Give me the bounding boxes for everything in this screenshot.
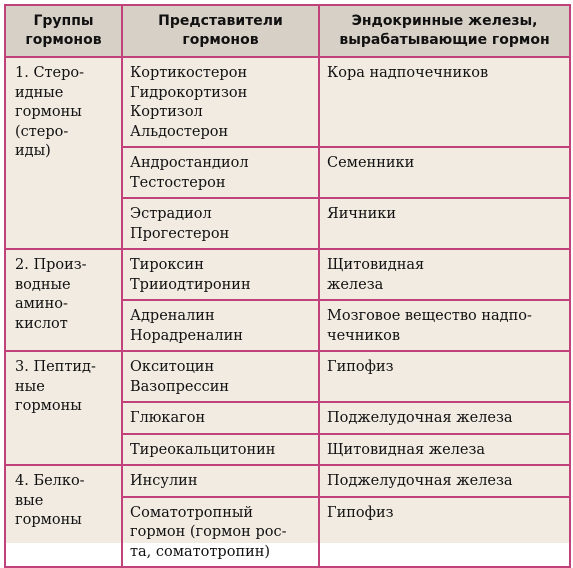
group-cell-steroids: 1. Стеро- идные гормоны (стеро- иды) [5,57,122,249]
gland-cell: Щитовидная железа [319,434,570,466]
hormones-cell: Инсулин [122,465,319,497]
hormones-cell: Кортикостерон Гидрокортизон Кортизол Альдостерон [122,57,319,147]
gland-cell: Поджелудочная железа [319,402,570,434]
hormones-cell: Эстрадиол Прогестерон [122,198,319,249]
hormones-cell: Тиреокальцитонин [122,434,319,466]
hormones-table [4,4,571,568]
gland-cell: Кора надпочечников [319,57,570,147]
gland-cell: Щитовидная железа [319,249,570,300]
header-endocrine-glands-text: Эндокринные железы, вырабатывающие гормон [339,13,550,48]
hormones-cell: Адреналин Норадреналин [122,300,319,351]
header-hormone-groups [5,5,122,57]
gland-cell: Гипофиз [319,351,570,402]
table-row [5,351,570,402]
hormones-cell: Андростандиол Тестостерон [122,147,319,198]
table-row [5,57,570,147]
header-hormone-representatives-text: Представители гормонов [158,13,283,48]
header-endocrine-glands [319,5,570,57]
hormones-cell: Тироксин Трииодтиронин [122,249,319,300]
header-hormone-groups-text: Группы гормонов [25,13,102,48]
hormones-cell: Окситоцин Вазопрессин [122,351,319,402]
hormones-cell: Соматотропный гормон (гормон рос- та, соматотропин) [122,497,319,568]
group-cell-amino-acid-derivatives: 2. Произ- водные амино- кислот [5,249,122,351]
table-row [5,465,570,497]
header-row [5,5,570,57]
gland-cell: Семенники [319,147,570,198]
gland-cell: Мозговое вещество надпо- чечников [319,300,570,351]
group-cell-protein-hormones: 4. Белко- вые гормоны [5,465,122,567]
page [4,4,569,560]
header-hormone-representatives [122,5,319,57]
gland-cell: Гипофиз [319,497,570,568]
gland-cell: Поджелудочная железа [319,465,570,497]
hormones-cell: Глюкагон [122,402,319,434]
table-row [5,249,570,300]
gland-cell: Яичники [319,198,570,249]
group-cell-peptide-hormones: 3. Пептид- ные гормоны [5,351,122,465]
